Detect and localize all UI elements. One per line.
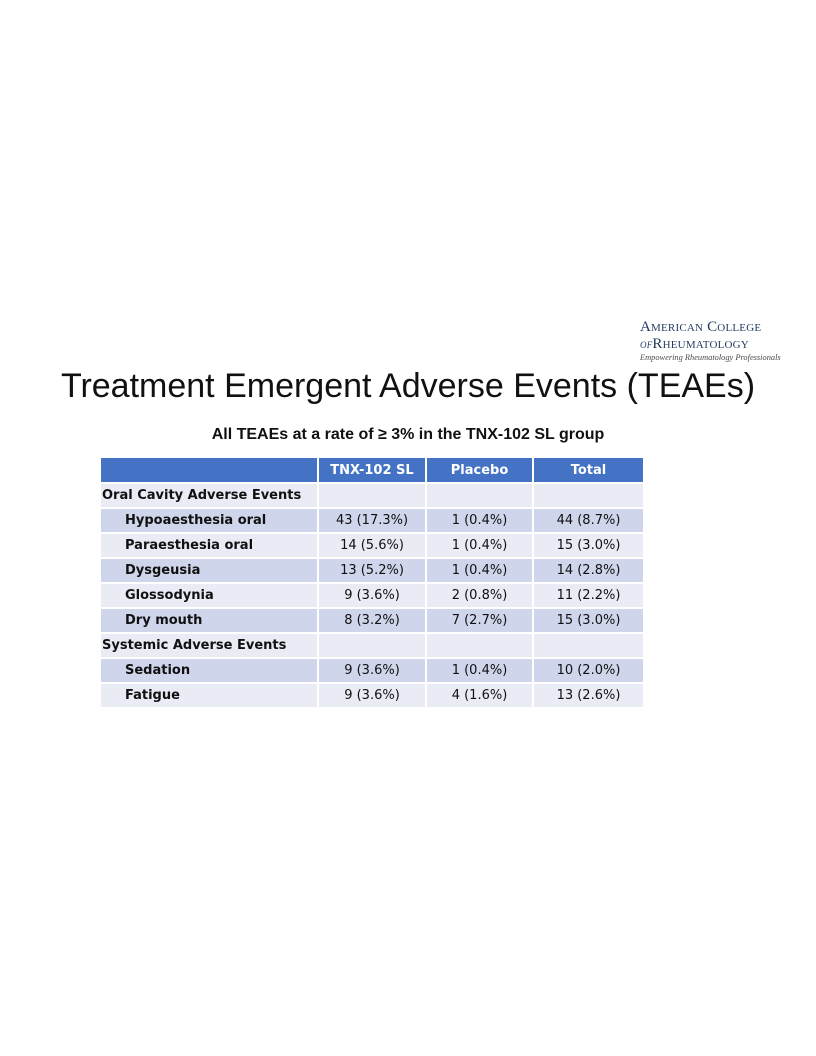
tnx-102-sl-value: 43 (17.3%) xyxy=(318,508,426,533)
total-value: 44 (8.7%) xyxy=(533,508,643,533)
placebo-value xyxy=(426,483,533,508)
logo-line-2 xyxy=(640,336,790,352)
total-value: 13 (2.6%) xyxy=(533,683,643,707)
table-row xyxy=(101,508,643,533)
tnx-102-sl-value: 9 (3.6%) xyxy=(318,683,426,707)
table-row xyxy=(101,533,643,558)
total-value: 10 (2.0%) xyxy=(533,658,643,683)
event-label: Glossodynia xyxy=(101,583,318,608)
logo-of: of xyxy=(640,336,653,351)
table-row xyxy=(101,608,643,633)
table-header-row xyxy=(101,458,643,483)
table-row xyxy=(101,583,643,608)
page-title: Treatment Emergent Adverse Events (TEAEs) xyxy=(60,367,756,405)
total-value xyxy=(533,483,643,508)
total-value: 15 (3.0%) xyxy=(533,608,643,633)
tnx-102-sl-value: 14 (5.6%) xyxy=(318,533,426,558)
total-value: 14 (2.8%) xyxy=(533,558,643,583)
placebo-value: 1 (0.4%) xyxy=(426,658,533,683)
tnx-102-sl-value xyxy=(318,483,426,508)
table-body xyxy=(101,483,643,707)
logo-rheumatology: Rheumatology xyxy=(652,336,749,352)
total-value: 15 (3.0%) xyxy=(533,533,643,558)
table-row xyxy=(101,683,643,707)
total-value xyxy=(533,633,643,658)
event-label: Sedation xyxy=(101,658,318,683)
table-row xyxy=(101,658,643,683)
header-placebo: Placebo xyxy=(426,458,533,483)
event-label: Hypoaesthesia oral xyxy=(101,508,318,533)
placebo-value xyxy=(426,633,533,658)
tnx-102-sl-value: 9 (3.6%) xyxy=(318,583,426,608)
acr-logo xyxy=(640,319,790,363)
placebo-value: 7 (2.7%) xyxy=(426,608,533,633)
logo-tagline: Empowering Rheumatology Professionals xyxy=(640,353,781,362)
header-tnx-102-sl: TNX-102 SL xyxy=(318,458,426,483)
tnx-102-sl-value: 13 (5.2%) xyxy=(318,558,426,583)
event-label: Fatigue xyxy=(101,683,318,707)
table-section-row xyxy=(101,633,643,658)
placebo-value: 1 (0.4%) xyxy=(426,533,533,558)
event-label: Paraesthesia oral xyxy=(101,533,318,558)
total-value: 11 (2.2%) xyxy=(533,583,643,608)
section-label: Oral Cavity Adverse Events xyxy=(101,483,318,508)
tnx-102-sl-value: 9 (3.6%) xyxy=(318,658,426,683)
logo-line-1: American College xyxy=(640,319,762,335)
header-total: Total xyxy=(533,458,643,483)
section-label: Systemic Adverse Events xyxy=(101,633,318,658)
table-row xyxy=(101,558,643,583)
table-section-row xyxy=(101,483,643,508)
table-subtitle: All TEAEs at a rate of ≥ 3% in the TNX-102 SL group xyxy=(211,426,605,443)
tnx-102-sl-value xyxy=(318,633,426,658)
placebo-value: 1 (0.4%) xyxy=(426,508,533,533)
event-label: Dry mouth xyxy=(101,608,318,633)
placebo-value: 4 (1.6%) xyxy=(426,683,533,707)
placebo-value: 2 (0.8%) xyxy=(426,583,533,608)
tnx-102-sl-value: 8 (3.2%) xyxy=(318,608,426,633)
teae-table xyxy=(101,458,643,707)
event-label: Dysgeusia xyxy=(101,558,318,583)
header-label-column xyxy=(101,458,318,483)
placebo-value: 1 (0.4%) xyxy=(426,558,533,583)
